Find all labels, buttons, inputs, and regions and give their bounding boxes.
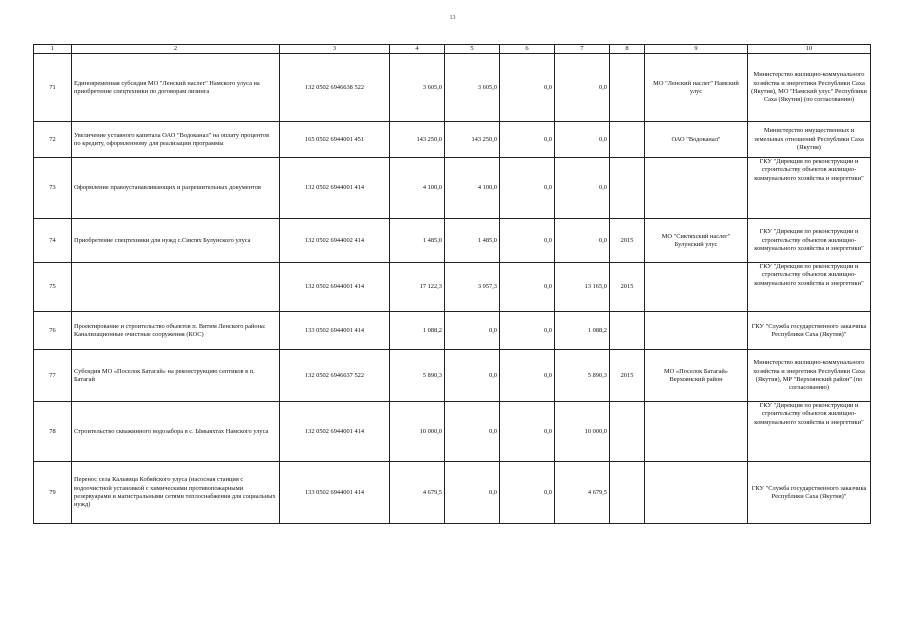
row-code: 132 0502 6946638 522 — [280, 54, 390, 122]
row-col6: 0,0 — [500, 158, 555, 219]
row-col7: 4 679,5 — [555, 462, 610, 524]
row-name: Приобретение спецтехники для нужд с.Сиктях Булунского улуса — [72, 219, 280, 263]
row-number: 78 — [34, 402, 72, 462]
row-code: 132 0502 6944001 414 — [280, 402, 390, 462]
row-col5: 1 485,0 — [445, 219, 500, 263]
table-row — [34, 219, 871, 263]
header-cell-1: 1 — [34, 45, 72, 54]
table-row — [34, 158, 871, 219]
row-name: Единовременная субсидия МО "Ленский наслег" Намского улуса на приобретение спецтехники по договорам лизинга — [72, 54, 280, 122]
row-year — [610, 122, 645, 158]
row-code: 132 0502 6944001 414 — [280, 158, 390, 219]
row-year — [610, 402, 645, 462]
row-col7: 0,0 — [555, 54, 610, 122]
row-number: 71 — [34, 54, 72, 122]
row-responsible: ГКУ "Служба государственного заказчика Республики Саха (Якутия)" — [748, 312, 871, 350]
row-number: 75 — [34, 263, 72, 312]
table-row — [34, 462, 871, 524]
row-number: 72 — [34, 122, 72, 158]
row-year — [610, 462, 645, 524]
row-recipient — [645, 402, 748, 462]
program-table — [33, 44, 871, 524]
row-number: 77 — [34, 350, 72, 402]
row-number: 74 — [34, 219, 72, 263]
row-name: Строительство скважинного водозабора в с. Ымыяхтах Намского улуса — [72, 402, 280, 462]
row-number: 76 — [34, 312, 72, 350]
row-col4: 4 100,0 — [390, 158, 445, 219]
row-col6: 0,0 — [500, 462, 555, 524]
row-year: 2015 — [610, 263, 645, 312]
row-responsible: Министерство имущественных и земельных отношений Республики Саха (Якутия) — [748, 122, 871, 158]
row-col7: 0,0 — [555, 219, 610, 263]
row-responsible: ГКУ "Дирекция по реконструкции и строительству объектов жилищно-коммунального хозяйства и энергетики" — [748, 263, 871, 312]
row-code: 132 0502 6946637 522 — [280, 350, 390, 402]
header-cell-10: 10 — [748, 45, 871, 54]
header-cell-3: 3 — [280, 45, 390, 54]
row-col7: 1 088,2 — [555, 312, 610, 350]
row-responsible: ГКУ "Дирекция по реконструкции и строительству объектов жилищно-коммунального хозяйства и энергетики" — [748, 402, 871, 462]
row-name: Увеличение уставного капитала ОАО "Водоканал" на оплату процентов по кредиту, оформленному для реализации программы — [72, 122, 280, 158]
header-row — [34, 45, 871, 54]
header-cell-7: 7 — [555, 45, 610, 54]
row-col4: 17 122,3 — [390, 263, 445, 312]
row-col7: 13 165,0 — [555, 263, 610, 312]
row-col7: 10 000,0 — [555, 402, 610, 462]
row-recipient — [645, 263, 748, 312]
row-col5: 0,0 — [445, 402, 500, 462]
row-responsible: ГКУ "Служба государственного заказчика Республики Саха (Якутия)" — [748, 462, 871, 524]
row-recipient: ОАО "Водоканал" — [645, 122, 748, 158]
row-col5: 143 250,0 — [445, 122, 500, 158]
row-col4: 3 605,0 — [390, 54, 445, 122]
table-row — [34, 350, 871, 402]
row-responsible: Министерство жилищно-коммунального хозяйства и энергетики Республики Саха (Якутия), МР "Верхоянский район" (по согласованию) — [748, 350, 871, 402]
row-col4: 5 890,3 — [390, 350, 445, 402]
row-col5: 0,0 — [445, 462, 500, 524]
row-recipient: МО "Сиктяхский наслег" Булунский улус — [645, 219, 748, 263]
row-col4: 1 485,0 — [390, 219, 445, 263]
row-recipient: МО «Поселок Батагай» Верхоянский район — [645, 350, 748, 402]
table-row — [34, 312, 871, 350]
row-code: 165 0502 6944001 451 — [280, 122, 390, 158]
header-cell-4: 4 — [390, 45, 445, 54]
row-name: Субсидия МО «Поселок Батагай» на реконструкцию септиков в п. Батагай — [72, 350, 280, 402]
header-cell-6: 6 — [500, 45, 555, 54]
row-recipient — [645, 462, 748, 524]
row-responsible: Министерство жилищно-коммунального хозяйства и энергетики Республики Саха (Якутия), МО "Намский улус" Республики Саха (Якутия) (по согласованию) — [748, 54, 871, 122]
row-code: 132 0502 6944001 414 — [280, 263, 390, 312]
page-number: 13 — [449, 15, 456, 21]
table-row — [34, 122, 871, 158]
row-recipient: МО "Ленский наслег" Намский улус — [645, 54, 748, 122]
row-year — [610, 312, 645, 350]
row-col7: 5 890,3 — [555, 350, 610, 402]
row-name: Оформление правоустанавливающих и разрешительных документов — [72, 158, 280, 219]
row-recipient — [645, 158, 748, 219]
row-code: 132 0502 6944002 414 — [280, 219, 390, 263]
row-col5: 0,0 — [445, 350, 500, 402]
header-cell-2: 2 — [72, 45, 280, 54]
row-col5: 0,0 — [445, 312, 500, 350]
row-col6: 0,0 — [500, 402, 555, 462]
row-recipient — [645, 312, 748, 350]
row-responsible: ГКУ "Дирекция по реконструкции и строительству объектов жилищно-коммунального хозяйства и энергетики" — [748, 158, 871, 219]
row-col6: 0,0 — [500, 312, 555, 350]
row-col4: 1 088,2 — [390, 312, 445, 350]
table-row — [34, 263, 871, 312]
row-name: Перенос села Кальвица Кобяйского улуса (насосная станция с водоочистной установкой с химическими противопожарными резервуарами и магистральными сетями теплоснабжения для социальных нужд) — [72, 462, 280, 524]
table-row — [34, 54, 871, 122]
row-col7: 0,0 — [555, 122, 610, 158]
row-col4: 10 000,0 — [390, 402, 445, 462]
row-name — [72, 263, 280, 312]
row-col6: 0,0 — [500, 219, 555, 263]
row-year: 2015 — [610, 350, 645, 402]
table-row — [34, 402, 871, 462]
row-code: 133 0502 6944001 414 — [280, 312, 390, 350]
header-cell-5: 5 — [445, 45, 500, 54]
row-col7: 0,0 — [555, 158, 610, 219]
row-year — [610, 54, 645, 122]
row-col6: 0,0 — [500, 350, 555, 402]
row-code: 133 0502 6944001 414 — [280, 462, 390, 524]
row-number: 73 — [34, 158, 72, 219]
row-col4: 4 679,5 — [390, 462, 445, 524]
row-col5: 3 605,0 — [445, 54, 500, 122]
row-col5: 3 957,3 — [445, 263, 500, 312]
row-responsible: ГКУ "Дирекция по реконструкции и строительству объектов жилищно-коммунального хозяйства и энергетики" — [748, 219, 871, 263]
header-cell-8: 8 — [610, 45, 645, 54]
row-col6: 0,0 — [500, 122, 555, 158]
row-name: Проектирование и строительство объектов п. Витим Ленского района: Канализационные очистные сооружения (КОС) — [72, 312, 280, 350]
row-year: 2015 — [610, 219, 645, 263]
row-year — [610, 158, 645, 219]
row-col5: 4 100,0 — [445, 158, 500, 219]
row-col6: 0,0 — [500, 54, 555, 122]
row-col6: 0,0 — [500, 263, 555, 312]
header-cell-9: 9 — [645, 45, 748, 54]
row-number: 79 — [34, 462, 72, 524]
row-col4: 143 250,0 — [390, 122, 445, 158]
